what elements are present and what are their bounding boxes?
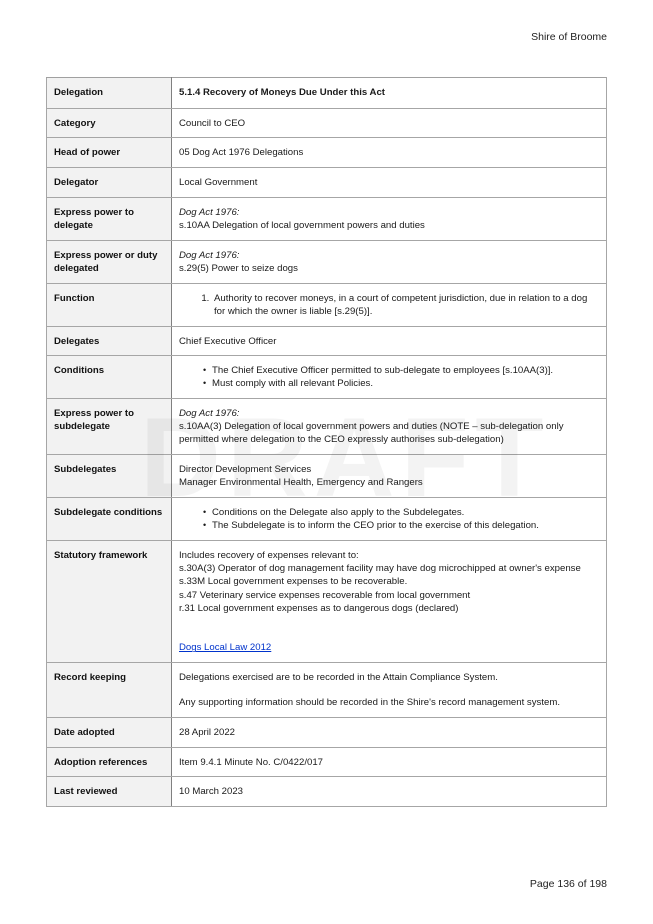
function-item: 1. Authority to recover moneys, in a court of competent jurisdiction, due in relation to a dog for which the owner is liable [s.29(5)]. xyxy=(212,292,599,319)
value-subdelegates xyxy=(172,454,607,497)
label-subdelegates: Subdelegates xyxy=(47,454,172,497)
page-number: Page 136 of 198 xyxy=(529,878,607,890)
label-express-power-to-subdelegate: Express power to subdelegate xyxy=(47,398,172,454)
value-delegates: Chief Executive Officer xyxy=(172,326,607,355)
row-adoption-references xyxy=(47,747,607,776)
row-delegates xyxy=(47,326,607,355)
label-delegator: Delegator xyxy=(47,168,172,197)
row-function xyxy=(47,283,607,326)
framework-line: s.47 Veterinary service expenses recoverable from local government xyxy=(179,589,471,601)
row-subdelegate-conditions xyxy=(47,497,607,540)
value-statutory-framework xyxy=(172,540,607,662)
label-date-adopted: Date adopted xyxy=(47,717,172,747)
subdelegate-item: Director Development Services xyxy=(179,463,312,475)
function-list xyxy=(179,292,599,319)
condition-item: • The Chief Executive Officer permitted to sub-delegate to employees [s.10AA(3)]. xyxy=(212,364,599,377)
condition-item: • Must comply with all relevant Policies. xyxy=(212,377,599,390)
framework-line: s.33M Local government expenses to be recoverable. xyxy=(179,576,408,588)
value-express-power-to-delegate xyxy=(172,197,607,240)
record-keeping-paragraph: Delegations exercised are to be recorded in the Attain Compliance System. xyxy=(179,671,498,683)
subdelegate-conditions-list xyxy=(179,506,599,533)
label-subdelegate-conditions: Subdelegate conditions xyxy=(47,497,172,540)
label-express-power-or-duty-delegated: Express power or duty delegated xyxy=(47,240,172,283)
subdelegate-item: Manager Environmental Health, Emergency and Rangers xyxy=(179,477,423,489)
row-express-power-to-subdelegate xyxy=(47,398,607,454)
label-last-reviewed: Last reviewed xyxy=(47,777,172,807)
act-name: Dog Act 1976: xyxy=(179,206,240,218)
page-header-organisation: Shire of Broome xyxy=(531,31,607,43)
section-text: s.10AA(3) Delegation of local government powers and duties (NOTE – sub-delegation only permitted where delegation to the CEO expressly authorises sub-delegation) xyxy=(179,421,564,446)
label-head-of-power: Head of power xyxy=(47,138,172,168)
subdelegate-condition-item: • The Subdelegate is to inform the CEO prior to the exercise of this delegation. xyxy=(212,519,599,532)
framework-intro: Includes recovery of expenses relevant to: xyxy=(179,549,359,561)
dogs-local-law-link[interactable]: Dogs Local Law 2012 xyxy=(179,642,272,654)
row-head-of-power xyxy=(47,138,607,168)
label-delegation: Delegation xyxy=(47,78,172,109)
section-text: s.10AA Delegation of local government powers and duties xyxy=(179,219,425,231)
record-keeping-paragraph: Any supporting information should be recorded in the Shire's record management system. xyxy=(179,697,560,709)
row-statutory-framework xyxy=(47,540,607,662)
row-express-power-or-duty-delegated xyxy=(47,240,607,283)
value-conditions xyxy=(172,355,607,398)
value-function xyxy=(172,283,607,326)
delegation-table xyxy=(46,77,607,807)
row-record-keeping xyxy=(47,662,607,717)
framework-line: s.30A(3) Operator of dog management facility may have dog microchipped at owner's expense xyxy=(179,563,581,575)
row-subdelegates xyxy=(47,454,607,497)
section-text: s.29(5) Power to seize dogs xyxy=(179,262,298,274)
framework-line: r.31 Local government expenses as to dangerous dogs (declared) xyxy=(179,603,459,615)
value-last-reviewed: 10 March 2023 xyxy=(172,777,607,807)
act-name: Dog Act 1976: xyxy=(179,249,240,261)
row-express-power-to-delegate xyxy=(47,197,607,240)
label-delegates: Delegates xyxy=(47,326,172,355)
value-delegator: Local Government xyxy=(172,168,607,197)
subdelegate-condition-item: • Conditions on the Delegate also apply to the Subdelegates. xyxy=(212,506,599,519)
label-record-keeping: Record keeping xyxy=(47,662,172,717)
value-record-keeping xyxy=(172,662,607,717)
value-head-of-power: 05 Dog Act 1976 Delegations xyxy=(172,138,607,168)
label-express-power-to-delegate: Express power to delegate xyxy=(47,197,172,240)
value-delegation-title: 5.1.4 Recovery of Moneys Due Under this Act xyxy=(172,78,607,109)
row-date-adopted xyxy=(47,717,607,747)
value-express-power-or-duty-delegated xyxy=(172,240,607,283)
label-category: Category xyxy=(47,109,172,138)
value-date-adopted: 28 April 2022 xyxy=(172,717,607,747)
row-conditions xyxy=(47,355,607,398)
row-last-reviewed xyxy=(47,777,607,807)
value-subdelegate-conditions xyxy=(172,497,607,540)
label-adoption-references: Adoption references xyxy=(47,747,172,776)
value-adoption-references: Item 9.4.1 Minute No. C/0422/017 xyxy=(172,747,607,776)
conditions-list xyxy=(179,364,599,391)
label-statutory-framework: Statutory framework xyxy=(47,540,172,662)
row-delegator xyxy=(47,168,607,197)
label-conditions: Conditions xyxy=(47,355,172,398)
row-delegation xyxy=(47,78,607,109)
value-category: Council to CEO xyxy=(172,109,607,138)
label-function: Function xyxy=(47,283,172,326)
value-express-power-to-subdelegate xyxy=(172,398,607,454)
row-category xyxy=(47,109,607,138)
act-name: Dog Act 1976: xyxy=(179,407,240,419)
